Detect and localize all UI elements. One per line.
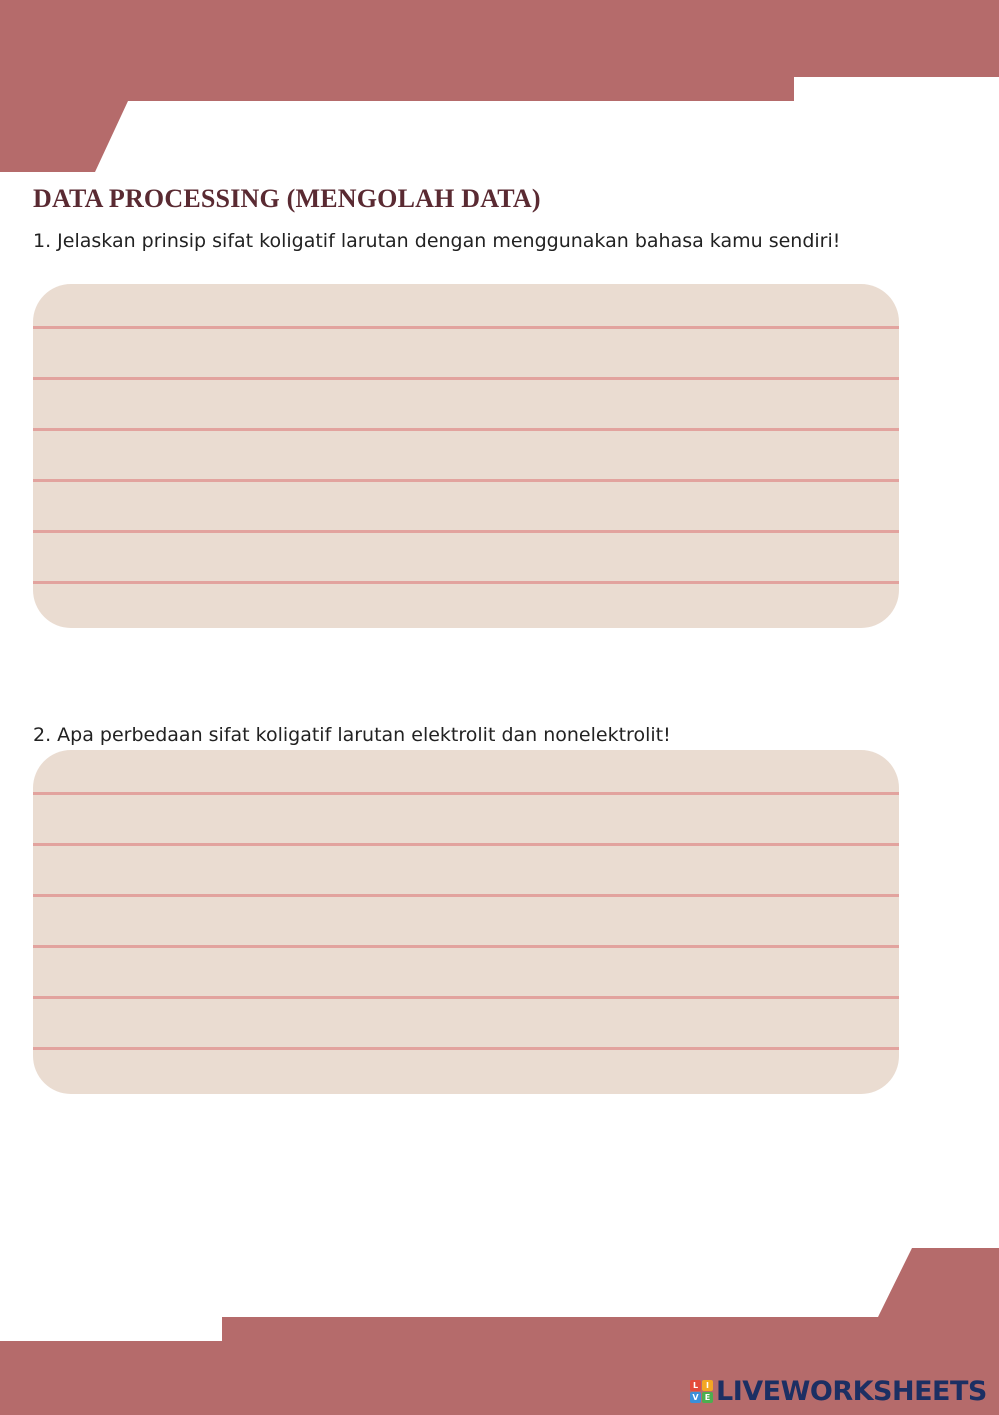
liveworksheets-logo [690, 1374, 987, 1408]
ruled-line [33, 1047, 899, 1050]
page-title: DATA PROCESSING (MENGOLAH DATA) [33, 184, 541, 213]
question-1-text: 1. Jelaskan prinsip sifat koligatif larutan dengan menggunakan bahasa kamu sendiri! [33, 230, 841, 252]
ruled-line [33, 377, 899, 380]
question-2-text: 2. Apa perbedaan sifat koligatif larutan elektrolit dan nonelektrolit! [33, 724, 671, 746]
ruled-line [33, 894, 899, 897]
logo-letter: V [690, 1392, 701, 1403]
logo-mark-icon [690, 1380, 713, 1403]
ruled-line [33, 843, 899, 846]
ruled-line [33, 792, 899, 795]
logo-letter: L [690, 1380, 701, 1391]
ruled-line [33, 996, 899, 999]
ruled-line [33, 530, 899, 533]
ruled-line [33, 581, 899, 584]
ruled-line [33, 479, 899, 482]
answer-box-2[interactable] [33, 750, 899, 1094]
logo-letter: I [702, 1380, 713, 1391]
top-banner-decoration [0, 0, 999, 175]
ruled-line [33, 326, 899, 329]
ruled-line [33, 945, 899, 948]
logo-text: LIVEWORKSHEETS [716, 1375, 987, 1407]
ruled-line [33, 428, 899, 431]
answer-box-1[interactable] [33, 284, 899, 628]
logo-letter: E [702, 1392, 713, 1403]
